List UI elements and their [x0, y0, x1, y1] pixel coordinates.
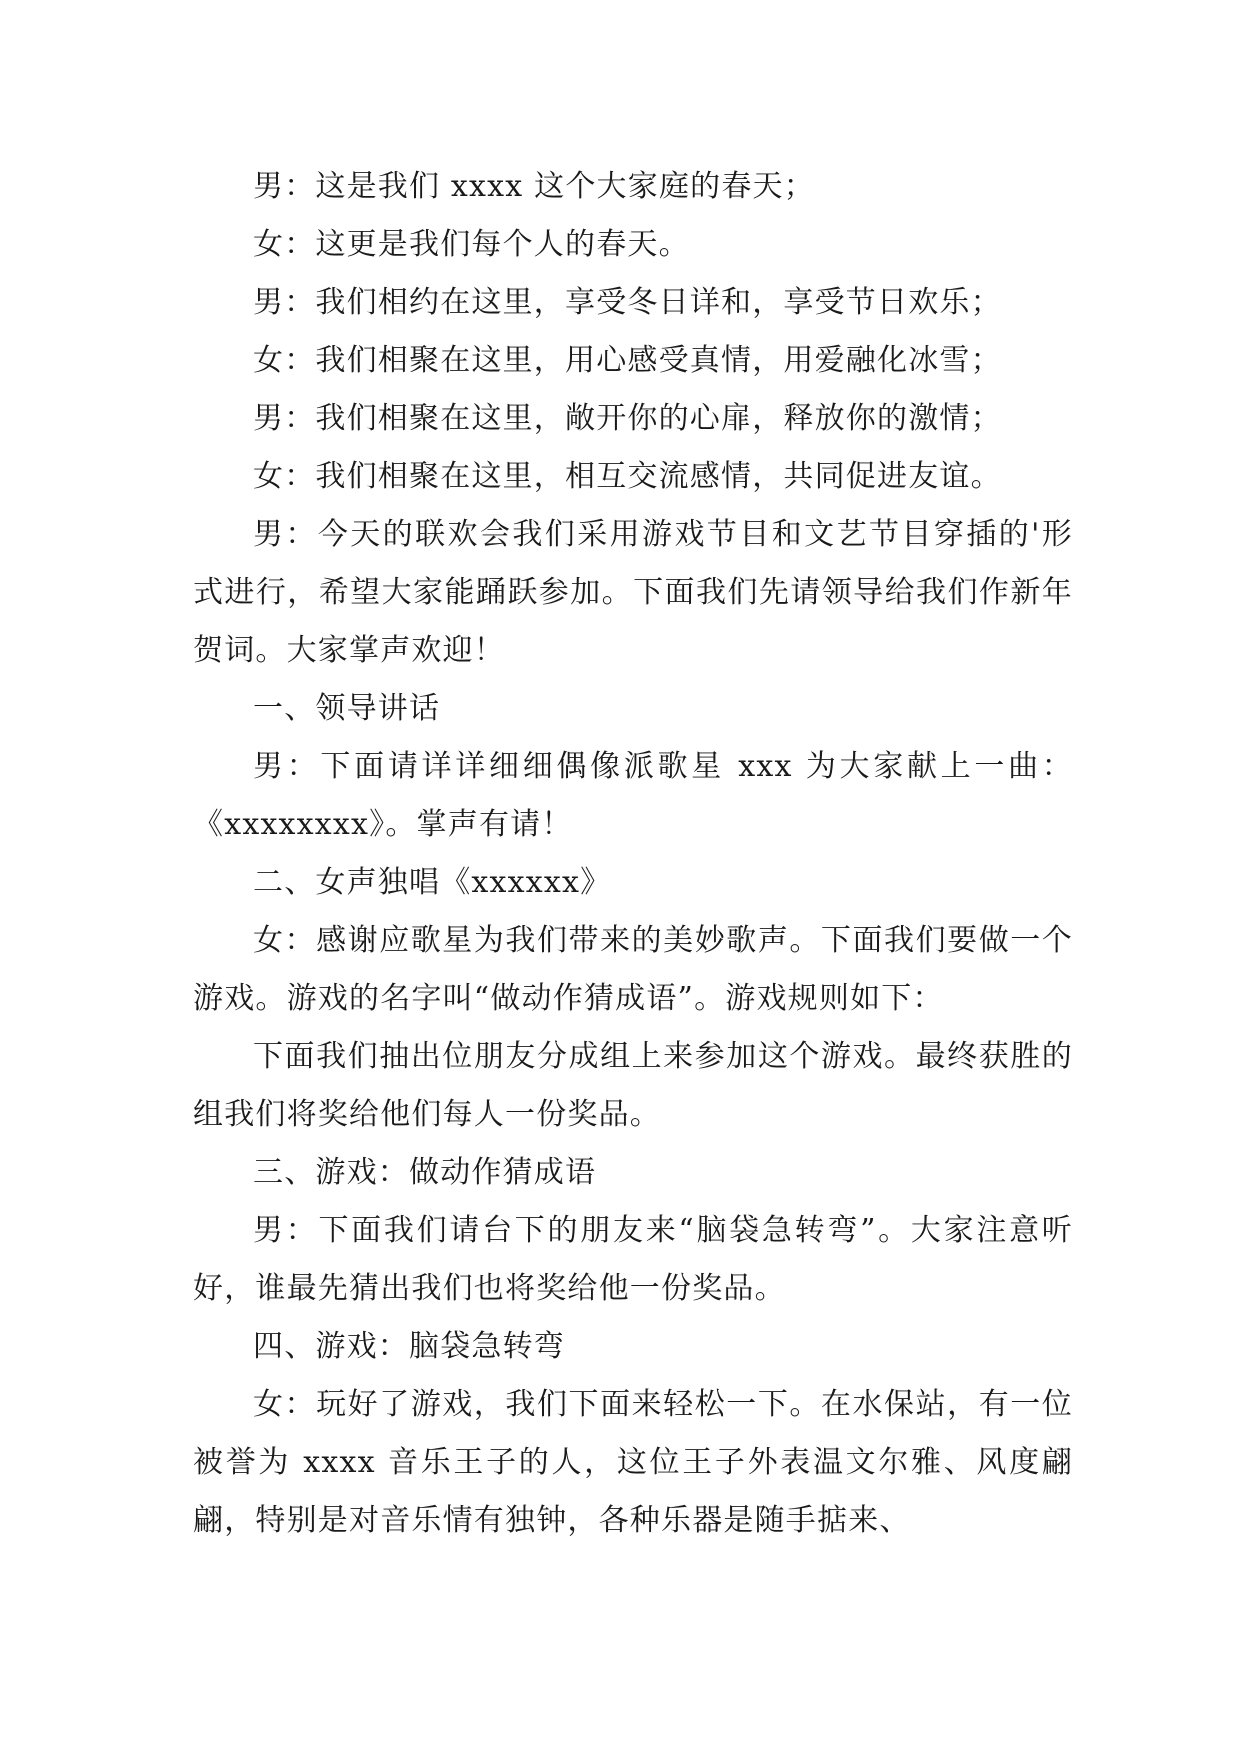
- paragraph: 女：我们相聚在这里，用心感受真情，用爱融化冰雪；: [253, 343, 1002, 378]
- paragraph: 男：这是我们 xxxx 这个大家庭的春天；: [253, 169, 815, 204]
- paragraph: 女：我们相聚在这里，相互交流感情，共同促进友谊。: [253, 459, 1002, 494]
- paragraph: 女：这更是我们每个人的春天。: [253, 227, 690, 262]
- section-heading: 四、游戏：脑袋急转弯: [253, 1329, 565, 1364]
- section-heading: 一、领导讲话: [253, 691, 441, 726]
- paragraph: 男：下面请详详细细偶像派歌星 xxx 为大家献上一曲：《xxxxxxxx》。掌声有请！: [193, 749, 1073, 842]
- paragraph: 男：今天的联欢会我们采用游戏节目和文艺节目穿插的'形式进行，希望大家能踊跃参加。下面我们先请领导给我们作新年贺词。大家掌声欢迎！: [193, 517, 1073, 668]
- paragraph: 男：我们相约在这里，享受冬日详和，享受节日欢乐；: [253, 285, 1002, 320]
- paragraph: 女：玩好了游戏，我们下面来轻松一下。在水保站，有一位被誉为 xxxx 音乐王子的人，这位王子外表温文尔雅、风度翩翩，特别是对音乐情有独钟，各种乐器是随手掂来、: [193, 1387, 1073, 1538]
- section-heading: 二、女声独唱《xxxxxx》: [253, 865, 612, 900]
- paragraph: 下面我们抽出位朋友分成组上来参加这个游戏。最终获胜的组我们将奖给他们每人一份奖品。: [193, 1039, 1073, 1132]
- document-body: [193, 158, 1073, 1550]
- section-heading: 三、游戏：做动作猜成语: [253, 1155, 597, 1190]
- paragraph: 女：感谢应歌星为我们带来的美妙歌声。下面我们要做一个游戏。游戏的名字叫“做动作猜成语”。游戏规则如下：: [193, 923, 1073, 1016]
- paragraph: 男：下面我们请台下的朋友来“脑袋急转弯”。大家注意听好，谁最先猜出我们也将奖给他一份奖品。: [193, 1213, 1073, 1306]
- paragraph: 男：我们相聚在这里，敞开你的心扉，释放你的激情；: [253, 401, 1002, 436]
